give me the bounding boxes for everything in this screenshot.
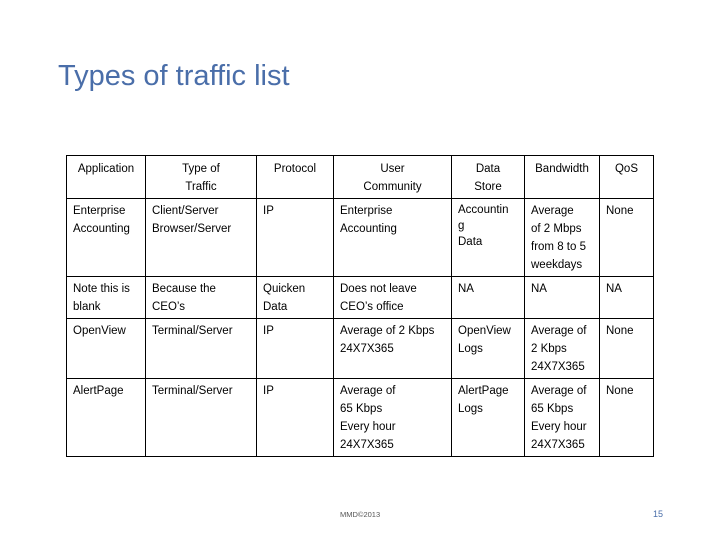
- cell-line: Browser/Server: [152, 223, 232, 235]
- header-line: Store: [474, 181, 502, 193]
- table-cell: [67, 277, 146, 319]
- table-cell: [257, 319, 334, 379]
- cell-line: None: [606, 385, 634, 397]
- cell-line: None: [606, 205, 634, 217]
- cell-line: Every hour: [531, 421, 587, 433]
- cell-line: OpenView: [73, 325, 126, 337]
- table-cell: [67, 319, 146, 379]
- cell-line: g: [458, 220, 465, 232]
- cell-line: Does not leave: [340, 283, 417, 295]
- slide-title: Types of traffic list: [58, 60, 290, 92]
- header-line: Application: [77, 163, 135, 175]
- cell-line: Client/Server: [152, 205, 219, 217]
- cell-line: 65 Kbps: [531, 403, 574, 415]
- cell-line: Average of: [340, 385, 396, 397]
- table-cell: [334, 379, 452, 457]
- cell-line: IP: [263, 325, 274, 337]
- cell-line: IP: [263, 205, 274, 217]
- table-row: [67, 199, 654, 277]
- column-header: [334, 156, 452, 199]
- table-cell: [257, 379, 334, 457]
- cell-line: AlertPage: [73, 385, 124, 397]
- table-row: [67, 277, 654, 319]
- cell-line: Average: [531, 205, 574, 217]
- header-line: User: [380, 163, 405, 175]
- table-cell: [452, 277, 525, 319]
- traffic-table: [66, 155, 654, 457]
- cell-line: Data: [458, 236, 483, 248]
- cell-line: from 8 to 5: [531, 241, 586, 253]
- cell-line: Terminal/Server: [152, 385, 233, 397]
- cell-line: Because the: [152, 283, 216, 295]
- table-cell: [67, 379, 146, 457]
- table-cell: [334, 319, 452, 379]
- table-cell: [600, 277, 654, 319]
- column-header: [146, 156, 257, 199]
- cell-line: Data: [263, 301, 288, 313]
- header-line: QoS: [614, 163, 638, 175]
- table-cell: [525, 379, 600, 457]
- column-header: [600, 156, 654, 199]
- cell-line: NA: [606, 283, 622, 295]
- cell-line: Terminal/Server: [152, 325, 233, 337]
- header-line: Protocol: [273, 163, 317, 175]
- table-row: [67, 319, 654, 379]
- cell-line: Note this is: [73, 283, 130, 295]
- table-cell: [600, 199, 654, 277]
- cell-line: Logs: [458, 343, 483, 355]
- column-header: [452, 156, 525, 199]
- cell-line: 24X7X365: [340, 343, 394, 355]
- cell-line: weekdays: [531, 259, 583, 271]
- table-cell: [257, 199, 334, 277]
- table-cell: [452, 319, 525, 379]
- cell-line: AlertPage: [458, 385, 509, 397]
- cell-line: Accountin: [458, 204, 509, 216]
- cell-line: CEO’s office: [340, 301, 404, 313]
- header-line: Bandwidth: [535, 163, 589, 175]
- cell-line: blank: [73, 301, 101, 313]
- table-cell: [334, 277, 452, 319]
- header-line: Data: [475, 163, 501, 175]
- table-cell: [525, 277, 600, 319]
- cell-line: Every hour: [340, 421, 396, 433]
- table-cell: [525, 199, 600, 277]
- table-cell: [257, 277, 334, 319]
- cell-line: 65 Kbps: [340, 403, 383, 415]
- cell-line: CEO’s: [152, 301, 186, 313]
- table-cell: [67, 199, 146, 277]
- cell-line: 2 Kbps: [531, 343, 567, 355]
- table-cell: [146, 277, 257, 319]
- table-cell: [146, 379, 257, 457]
- table-cell: [600, 319, 654, 379]
- table-cell: [146, 199, 257, 277]
- cell-line: OpenView: [458, 325, 511, 337]
- cell-line: Quicken: [263, 283, 306, 295]
- table-row: [67, 379, 654, 457]
- table-cell: [600, 379, 654, 457]
- table-cell: [334, 199, 452, 277]
- column-header: [525, 156, 600, 199]
- cell-line: Average of: [531, 385, 587, 397]
- column-header: [257, 156, 334, 199]
- header-line: Community: [363, 181, 422, 193]
- footer-copyright: MMD©2013: [340, 510, 381, 519]
- cell-line: IP: [263, 385, 274, 397]
- cell-line: Logs: [458, 403, 483, 415]
- cell-line: of 2 Mbps: [531, 223, 582, 235]
- column-header: [67, 156, 146, 199]
- cell-line: 24X7X365: [531, 439, 585, 451]
- table-cell: [452, 379, 525, 457]
- header-line: Traffic: [185, 181, 217, 193]
- cell-line: 24X7X365: [340, 439, 394, 451]
- cell-line: Enterprise: [73, 205, 126, 217]
- cell-line: NA: [531, 283, 547, 295]
- cell-line: Average of: [531, 325, 587, 337]
- header-line: Type of: [182, 163, 220, 175]
- table-cell: [525, 319, 600, 379]
- cell-line: Average of 2 Kbps: [340, 325, 435, 337]
- cell-line: 24X7X365: [531, 361, 585, 373]
- table-cell: [452, 199, 525, 277]
- cell-line: Accounting: [340, 223, 397, 235]
- page-number: 15: [653, 509, 664, 519]
- table-cell: [146, 319, 257, 379]
- cell-line: NA: [458, 283, 474, 295]
- table-header-row: [67, 156, 654, 199]
- cell-line: Enterprise: [340, 205, 393, 217]
- cell-line: Accounting: [73, 223, 130, 235]
- cell-line: None: [606, 325, 634, 337]
